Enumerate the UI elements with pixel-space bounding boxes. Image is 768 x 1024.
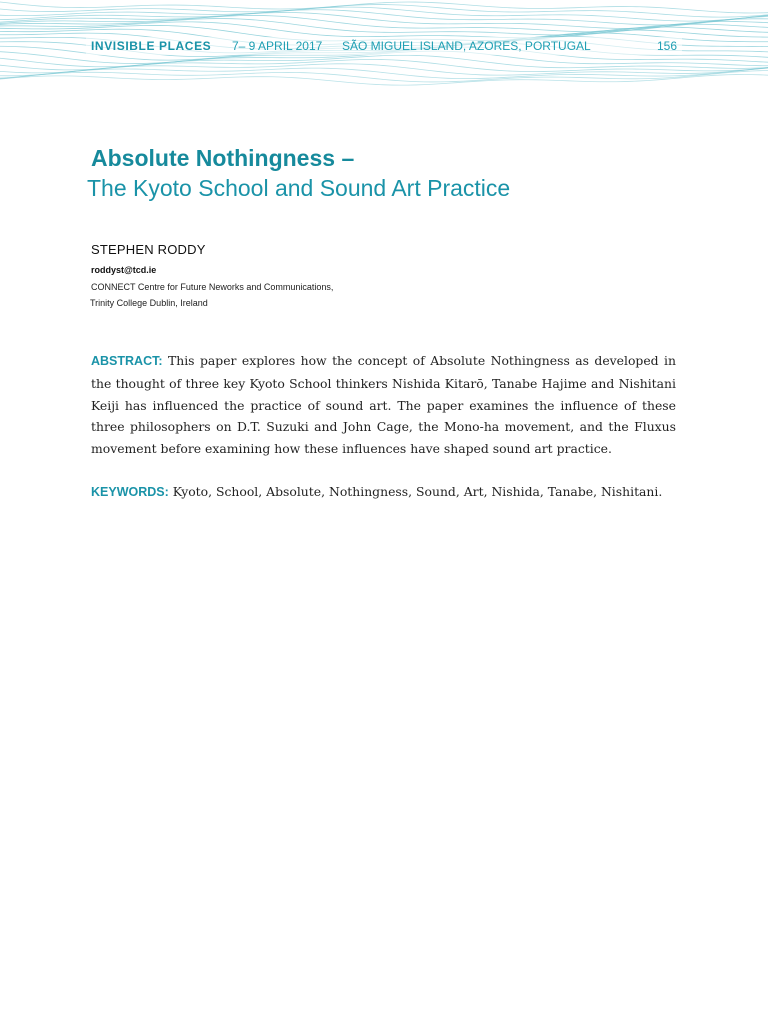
keywords-paragraph (91, 481, 681, 504)
wave-line (0, 22, 768, 38)
conference-date: 7– 9 APRIL 2017 (232, 39, 323, 53)
keywords-text: Kyoto, School, Absolute, Nothingness, Sound, Art, Nishida, Tanabe, Nishitani. (172, 484, 663, 499)
author-affiliation-line2: Trinity College Dublin, Ireland (90, 298, 208, 308)
author-email: roddyst@tcd.ie (91, 265, 157, 275)
author-name: STEPHEN RODDY (91, 242, 206, 257)
keywords-label: KEYWORDS: (91, 485, 169, 499)
running-header (91, 39, 677, 55)
author-affiliation-line1: CONNECT Centre for Future Neworks and Communications, (91, 282, 334, 292)
paper-subtitle: The Kyoto School and Sound Art Practice (87, 175, 511, 201)
abstract-label: ABSTRACT: (91, 354, 163, 368)
wave-line (0, 2, 768, 13)
abstract-paragraph (91, 350, 676, 460)
abstract-text: This paper explores how the concept of Absolute Nothingness as developed in the thought of three key Kyoto School thinkers Nishida Kitarō, Tanabe Hajime and Nishitani Keiji has influenced the practice of sound art. The paper examines the influence of these three philosophers on D.T. Suzuki and John Cage, the Mono-ha movement, and the Fluxus movement before examining how these influences have shaped sound art practice. (91, 353, 676, 457)
conference-location: SÃO MIGUEL ISLAND, AZORES, PORTUGAL (342, 39, 591, 53)
page-number: 156 (656, 39, 677, 53)
conference-brand: INVISIBLE PLACES (91, 39, 212, 53)
paper-title: Absolute Nothingness – (91, 145, 355, 171)
